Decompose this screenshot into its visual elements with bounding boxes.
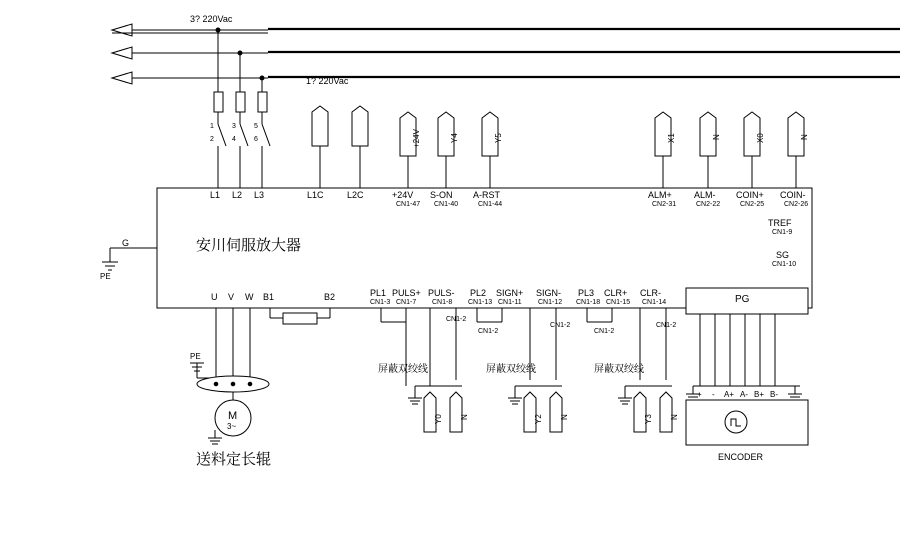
terminal-s-on: S-ON <box>430 190 453 200</box>
terminal-alm-plus: ALM+ <box>648 190 672 200</box>
shield-label-1: 屏蔽双绞线 <box>378 364 428 375</box>
terminal-puls-plus-code: CN1-7 <box>396 299 417 306</box>
wire-tag-y3: Y3 <box>644 414 653 424</box>
terminal-puls-plus: PULS+ <box>392 288 421 298</box>
wire-tag-n-3: N <box>460 414 469 420</box>
terminal-s-on-code: CN1-40 <box>434 201 459 208</box>
terminal-tref-code: CN1-9 <box>772 229 793 236</box>
terminal-coin-minus: COIN- <box>780 190 806 200</box>
terminal-coin-plus-code: CN2-25 <box>740 201 765 208</box>
terminal-l2c: L2C <box>347 190 364 200</box>
terminal-v: V <box>228 292 235 302</box>
terminal-pl2-code: CN1-13 <box>468 299 493 306</box>
terminal-pl2: PL2 <box>470 288 487 298</box>
terminal-b1: B1 <box>263 292 275 302</box>
motor-symbol-letter: M <box>228 410 238 422</box>
terminal-alm-minus: ALM- <box>694 190 716 200</box>
cable-code-4: CN1-2 <box>594 328 615 335</box>
fuse-number-2: 2 <box>210 136 214 143</box>
terminal-pl3: PL3 <box>578 288 595 298</box>
terminal-sign-plus: SIGN+ <box>496 288 524 298</box>
terminal-clr-plus-code: CN1-15 <box>606 299 631 306</box>
pg-label: PG <box>735 294 750 305</box>
fuse-number-4: 4 <box>232 136 236 143</box>
fuse-number-3: 3 <box>232 123 236 130</box>
terminal-l2: L2 <box>232 190 243 200</box>
cable-code-5: CN1-2 <box>656 322 677 329</box>
terminal-clr-minus: CLR- <box>640 288 662 298</box>
wire-tag-x0: X0 <box>756 133 765 143</box>
encoder-pin-a-plus: A+ <box>724 390 735 399</box>
motor-phase-label: 3~ <box>227 422 237 431</box>
terminal-coin-minus-code: CN2-26 <box>784 201 809 208</box>
shield-label-3: 屏蔽双绞线 <box>594 364 644 375</box>
encoder-pin-a-minus: A- <box>740 390 748 399</box>
terminal-b2: B2 <box>324 292 336 302</box>
terminal-l1: L1 <box>210 190 221 200</box>
terminal-a-rst-code: CN1-44 <box>478 201 503 208</box>
terminal-u: U <box>211 292 218 302</box>
terminal-puls-minus: PULS- <box>428 288 455 298</box>
pe-label-motor: PE <box>190 352 201 361</box>
wire-tag-n-2: N <box>800 134 809 140</box>
encoder-pin-vplus: + <box>697 390 702 399</box>
wire-tag-24v: +24V <box>412 129 421 148</box>
wire-tag-y2: Y2 <box>534 414 543 424</box>
amplifier-title: 安川伺服放大器 <box>196 237 302 254</box>
pe-label-left: PE <box>100 272 111 281</box>
terminal-clr-plus: CLR+ <box>604 288 628 298</box>
terminal-sign-minus: SIGN- <box>536 288 562 298</box>
terminal-pl1: PL1 <box>370 288 387 298</box>
terminal-a-rst: A-RST <box>473 190 500 200</box>
terminal-pl3-code: CN1-18 <box>576 299 601 306</box>
wire-tag-n-4: N <box>560 414 569 420</box>
terminal-24v: +24V <box>392 190 414 200</box>
cable-code-1: CN1-2 <box>446 316 467 323</box>
single-phase-supply-label: 1? 220Vac <box>306 76 349 86</box>
fuse-number-6: 6 <box>254 136 258 143</box>
cable-code-2: CN1-2 <box>478 328 499 335</box>
terminal-clr-minus-code: CN1-14 <box>642 299 667 306</box>
encoder-pin-b-plus: B+ <box>754 390 765 399</box>
terminal-puls-minus-code: CN1-8 <box>432 299 453 306</box>
three-phase-supply-label: 3? 220Vac <box>190 14 233 24</box>
wire-tag-n-5: N <box>670 414 679 420</box>
terminal-l3: L3 <box>254 190 265 200</box>
terminal-alm-plus-code: CN2-31 <box>652 201 677 208</box>
terminal-pl1-code: CN1-3 <box>370 299 391 306</box>
terminal-sign-minus-code: CN1-12 <box>538 299 563 306</box>
terminal-24v-code: CN1-47 <box>396 201 421 208</box>
shield-label-2: 屏蔽双绞线 <box>486 364 536 375</box>
wire-tag-y5: Y5 <box>494 133 503 143</box>
fuse-number-1: 1 <box>210 123 214 130</box>
wire-tag-n-1: N <box>712 134 721 140</box>
ground-label-g: G <box>122 238 130 248</box>
terminal-l1c: L1C <box>307 190 324 200</box>
wire-tag-x1: X1 <box>667 133 676 143</box>
wire-tag-y4: Y4 <box>450 133 459 143</box>
terminal-sg: SG <box>776 250 790 260</box>
encoder-pin-b-minus: B- <box>770 390 778 399</box>
encoder-pin-vminus: - <box>712 390 715 399</box>
motor-caption: 送料定长辊 <box>196 451 272 468</box>
terminal-tref: TREF <box>768 218 792 228</box>
terminal-coin-plus: COIN+ <box>736 190 764 200</box>
terminal-sign-plus-code: CN1-11 <box>498 299 522 306</box>
cable-code-3: CN1-2 <box>550 322 571 329</box>
terminal-alm-minus-code: CN2-22 <box>696 201 721 208</box>
wire-tag-y0: Y0 <box>434 414 443 424</box>
terminal-w: W <box>245 292 254 302</box>
fuse-number-5: 5 <box>254 123 258 130</box>
encoder-caption: ENCODER <box>718 452 764 462</box>
terminal-sg-code: CN1-10 <box>772 261 797 268</box>
